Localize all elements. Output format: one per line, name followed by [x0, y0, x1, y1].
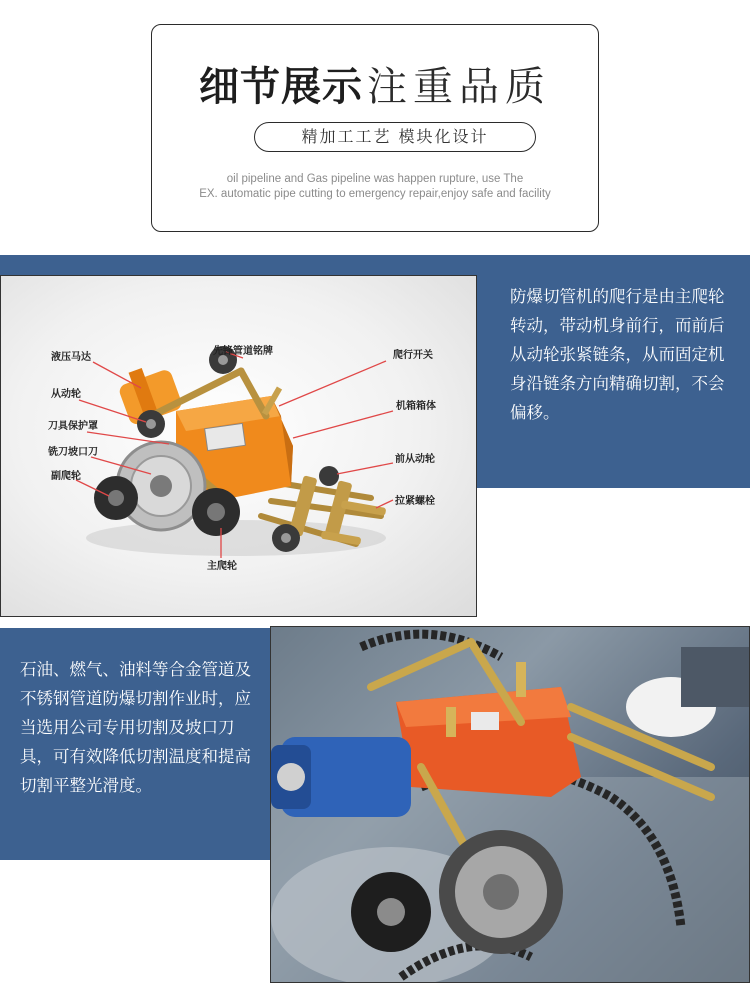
label-aux-wheel: 副爬轮	[51, 471, 81, 482]
machine-on-pipe-photo	[270, 626, 750, 983]
title-light: 注重品质	[367, 64, 551, 110]
machine-diagram	[1, 276, 477, 617]
header-card	[151, 24, 599, 232]
label-gearbox: 机箱箱体	[396, 401, 436, 412]
machine-diagram-photo	[0, 275, 477, 617]
title-bold: 细节展示	[199, 64, 363, 110]
label-crawl-switch: 爬行开关	[393, 350, 433, 361]
section1-description: 防爆切管机的爬行是由主爬轮转动，带动机身前行，而前后从动轮张紧链条，从而固定机身沿链条方向精确切割，不会偏移。	[510, 287, 725, 422]
label-milling-cutter: 铣刀坡口刀	[48, 447, 98, 458]
subtitle-pill: 精加工工艺 模块化设计	[254, 122, 536, 152]
label-tension-bolt: 拉紧螺栓	[395, 496, 435, 507]
label-main-wheel: 主爬轮	[207, 561, 237, 572]
label-blade-guard: 刀具保护罩	[48, 421, 98, 432]
label-hydraulic-motor: 液压马达	[51, 352, 91, 363]
english-line-2: EX. automatic pipe cutting to emergency repair,enjoy safe and facility	[199, 188, 551, 200]
page-title	[152, 55, 598, 112]
machine-on-pipe-illustration	[271, 627, 750, 983]
label-front-driven-wheel: 前从动轮	[395, 454, 435, 465]
english-line-1: oil pipeline and Gas pipeline was happen rupture, use The	[226, 173, 524, 185]
english-description	[172, 172, 578, 202]
section2-description: 石油、燃气、油料等合金管道及不锈钢管道防爆切割作业时，应当选用公司专用切割及坡口刀具，可有效降低切割温度和提高切割平整光滑度。	[20, 660, 251, 795]
label-driven-wheel: 从动轮	[51, 389, 81, 400]
label-nameplate: 先锋管道铭牌	[213, 346, 273, 357]
